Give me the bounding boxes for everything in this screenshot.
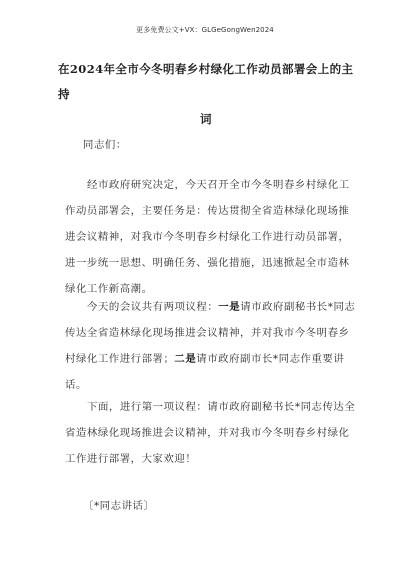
agenda-item-2-text: 请市政府副市长*同志作重要讲话。 xyxy=(65,353,345,391)
paragraph-opening: 经市政府研究决定，今天召开全市今冬明春乡村绿化工作动员部署会，主要任务是：传达贯彻全省造林绿化现场推进会议精神，对我市今冬明春乡村绿化工作进行动员部署，进一步统一思想、明确任务、强化措施，迅速掀起全市造林绿化工作新高潮。 xyxy=(65,179,350,295)
paragraph-agenda xyxy=(65,294,357,398)
agenda-item-2-marker: 二是 xyxy=(174,353,197,365)
agenda-intro: 今天的会议共有两项议程： xyxy=(87,301,219,313)
agenda-item-1-text: 请市政府副秘书长*同志传达全省造林绿化现场推进会议精神，并对我市今冬明春乡村绿化工作进行部署； xyxy=(65,301,356,365)
agenda-item-1-marker: 一是 xyxy=(218,301,241,313)
header-note: 更多免费公文+VX：GLGeGongWen2024 xyxy=(136,26,274,34)
paragraph-first-item: 下面，进行第一项议程：请市政府副秘书长*同志传达全省造林绿化现场推进会议精神，并对我市今冬明春乡村绿化工作进行部署，大家欢迎！ xyxy=(65,401,356,465)
greeting: 同志们： xyxy=(83,139,127,151)
closing-note: 〔*同志讲话〕 xyxy=(83,500,155,512)
title-line-1: 在2024年全市今冬明春乡村绿化工作动员部署会上的主持 xyxy=(58,62,354,101)
title-line-2: 词 xyxy=(200,112,212,126)
document-title xyxy=(58,57,354,132)
